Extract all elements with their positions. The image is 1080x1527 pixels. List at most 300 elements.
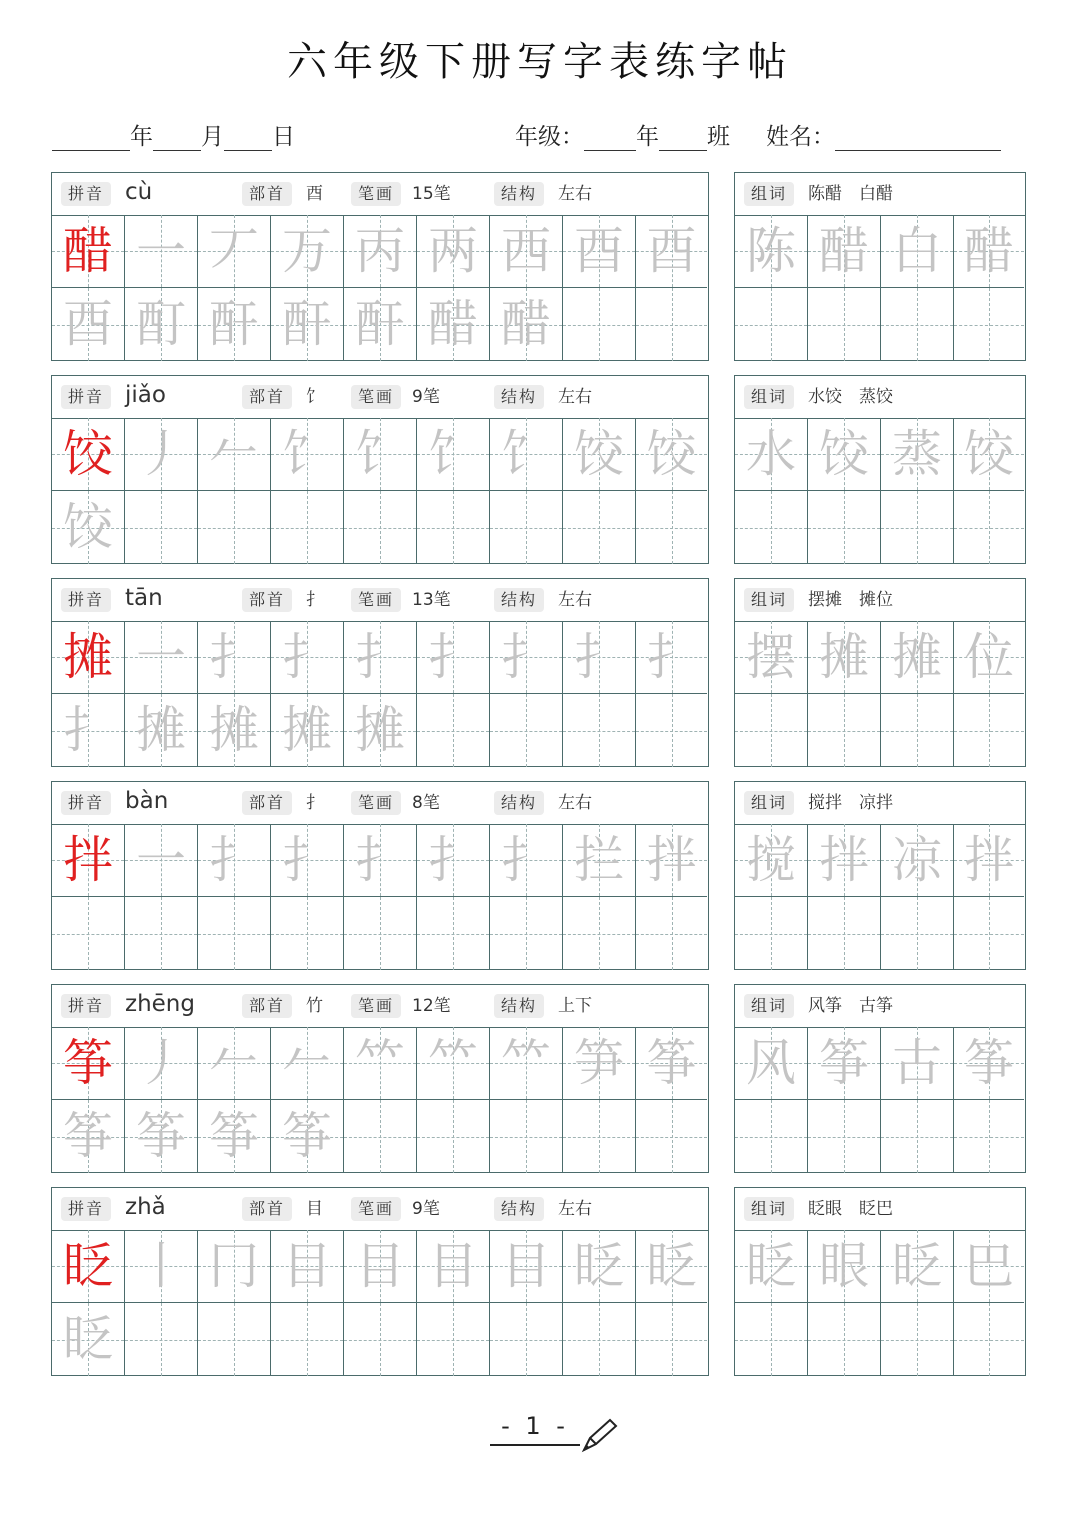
word-trace-char: 古 — [892, 1034, 942, 1092]
info-bar — [735, 579, 1025, 622]
practice-cell[interactable] — [344, 215, 417, 288]
practice-cell[interactable] — [344, 1100, 417, 1173]
trace-char: 两 — [428, 222, 478, 280]
word-cell[interactable] — [808, 621, 881, 694]
practice-cell[interactable] — [344, 288, 417, 361]
practice-cell[interactable] — [490, 1100, 563, 1173]
practice-cell[interactable] — [344, 824, 417, 897]
words-block — [734, 1187, 1026, 1376]
word-cell[interactable] — [954, 897, 1024, 970]
word-cell[interactable] — [881, 1100, 954, 1173]
word-cell[interactable] — [881, 418, 954, 491]
practice-cell[interactable] — [563, 824, 636, 897]
practice-cell[interactable] — [417, 288, 490, 361]
model-char-cell[interactable] — [52, 418, 125, 491]
class-label: 班 — [707, 124, 730, 150]
trace-char: 酉 — [63, 295, 113, 353]
practice-cell[interactable] — [636, 1230, 707, 1303]
practice-cell[interactable] — [636, 491, 707, 564]
practice-cell[interactable] — [417, 694, 490, 767]
word-cell[interactable] — [881, 1027, 954, 1100]
word-cell[interactable] — [881, 897, 954, 970]
practice-cell[interactable] — [344, 418, 417, 491]
practice-cell[interactable] — [636, 1100, 707, 1173]
trace-char: 扌 — [282, 831, 332, 889]
practice-cell[interactable] — [563, 621, 636, 694]
char-block — [51, 578, 709, 767]
pinyin-value: bàn — [125, 788, 169, 814]
model-char: 筝 — [63, 1034, 113, 1092]
word-trace-char: 搅 — [746, 831, 796, 889]
word-cell[interactable] — [881, 215, 954, 288]
char-block — [51, 781, 709, 970]
words-value: 风筝 古筝 — [808, 996, 893, 1016]
radical-value: 扌 — [306, 590, 323, 610]
trace-char: 冂 — [209, 1237, 259, 1295]
trace-char: 摊 — [209, 701, 259, 759]
class-blank[interactable] — [659, 126, 707, 151]
word-cell[interactable] — [881, 491, 954, 564]
trace-char: 丨 — [136, 1237, 186, 1295]
trace-char: 眨 — [63, 1310, 113, 1368]
words-value: 搅拌 凉拌 — [808, 793, 893, 813]
radical-tag: 部首 — [242, 791, 292, 815]
trace-char: 醋 — [501, 295, 551, 353]
practice-cell[interactable] — [125, 491, 198, 564]
practice-cell[interactable] — [125, 288, 198, 361]
practice-cell[interactable] — [490, 491, 563, 564]
practice-cell[interactable] — [125, 694, 198, 767]
pinyin-value: cù — [125, 179, 153, 205]
practice-cell[interactable] — [563, 694, 636, 767]
info-bar — [52, 579, 708, 622]
practice-cell[interactable] — [271, 491, 344, 564]
word-cell[interactable] — [954, 694, 1024, 767]
practice-cell[interactable] — [417, 418, 490, 491]
trace-char: 𠂉 — [282, 1034, 332, 1092]
words-block — [734, 781, 1026, 970]
name-blank[interactable] — [835, 126, 1001, 151]
structure-value: 左右 — [558, 1199, 592, 1219]
practice-cell[interactable] — [563, 897, 636, 970]
trace-char: 目 — [355, 1237, 405, 1295]
practice-cell[interactable] — [125, 897, 198, 970]
practice-cell[interactable] — [417, 1303, 490, 1376]
trace-char: 扌 — [428, 628, 478, 686]
trace-char: 饣 — [501, 425, 551, 483]
model-char: 摊 — [63, 628, 113, 686]
word-trace-char: 饺 — [819, 425, 869, 483]
practice-cell[interactable] — [125, 621, 198, 694]
words-tag: 组词 — [744, 588, 794, 612]
words-value: 眨眼 眨巴 — [808, 1199, 893, 1219]
trace-char: 饺 — [63, 498, 113, 556]
practice-cell[interactable] — [271, 897, 344, 970]
model-char: 眨 — [63, 1237, 113, 1295]
trace-char: 笋 — [574, 1034, 624, 1092]
structure-tag: 结构 — [494, 994, 544, 1018]
practice-cell[interactable] — [344, 1027, 417, 1100]
word-cell[interactable] — [808, 1303, 881, 1376]
structure-value: 上下 — [558, 996, 592, 1016]
info-bar — [735, 376, 1025, 419]
practice-cell[interactable] — [636, 215, 707, 288]
structure-tag: 结构 — [494, 791, 544, 815]
model-char-cell[interactable] — [52, 1230, 125, 1303]
structure-tag: 结构 — [494, 1197, 544, 1221]
practice-cell[interactable] — [125, 1303, 198, 1376]
trace-char: 拌 — [646, 831, 697, 889]
word-cell[interactable] — [954, 1303, 1024, 1376]
practice-cell[interactable] — [490, 1027, 563, 1100]
practice-cell[interactable] — [636, 288, 707, 361]
practice-cell[interactable] — [417, 491, 490, 564]
word-trace-char: 水 — [746, 425, 796, 483]
word-cell[interactable] — [808, 1230, 881, 1303]
info-bar — [735, 1188, 1025, 1231]
trace-char: 𠂉 — [209, 425, 259, 483]
practice-cell[interactable] — [417, 1027, 490, 1100]
practice-cell[interactable] — [271, 1027, 344, 1100]
model-char: 拌 — [63, 831, 113, 889]
word-cell[interactable] — [735, 1100, 808, 1173]
practice-cell[interactable] — [563, 1230, 636, 1303]
practice-cell[interactable] — [52, 694, 125, 767]
strokes-tag: 笔画 — [351, 791, 401, 815]
word-cell[interactable] — [881, 621, 954, 694]
words-tag: 组词 — [744, 385, 794, 409]
info-bar — [52, 376, 708, 419]
radical-value: 目 — [306, 1199, 323, 1219]
practice-cell[interactable] — [271, 621, 344, 694]
word-cell[interactable] — [808, 215, 881, 288]
student-field — [515, 118, 1001, 158]
word-cell[interactable] — [954, 824, 1024, 897]
trace-char: 筝 — [209, 1107, 259, 1165]
practice-cell[interactable] — [344, 694, 417, 767]
word-cell[interactable] — [808, 1100, 881, 1173]
practice-cell[interactable] — [636, 824, 707, 897]
radical-tag: 部首 — [242, 385, 292, 409]
practice-cell[interactable] — [490, 824, 563, 897]
words-block — [734, 984, 1026, 1173]
trace-char: 𥫗 — [355, 1034, 405, 1092]
practice-cell[interactable] — [198, 1027, 271, 1100]
practice-cell[interactable] — [563, 1100, 636, 1173]
grade-blank[interactable] — [584, 126, 636, 151]
practice-cell[interactable] — [125, 418, 198, 491]
trace-char: 筝 — [646, 1034, 697, 1092]
model-char-cell[interactable] — [52, 1027, 125, 1100]
word-trace-char: 陈 — [746, 222, 796, 280]
info-bar — [52, 782, 708, 825]
practice-cell[interactable] — [198, 418, 271, 491]
practice-cell[interactable] — [198, 694, 271, 767]
word-cell[interactable] — [735, 1027, 808, 1100]
model-char-cell[interactable] — [52, 621, 125, 694]
practice-cell[interactable] — [344, 1303, 417, 1376]
word-cell[interactable] — [735, 215, 808, 288]
words-tag: 组词 — [744, 791, 794, 815]
practice-cell[interactable] — [563, 288, 636, 361]
practice-cell[interactable] — [490, 621, 563, 694]
page-number: - 1 - — [490, 1412, 580, 1446]
trace-char: 扌 — [209, 831, 259, 889]
trace-char: 𠂉 — [209, 1034, 259, 1092]
practice-cell[interactable] — [125, 215, 198, 288]
info-bar — [52, 1188, 708, 1231]
word-cell[interactable] — [954, 621, 1024, 694]
trace-char: 𥫗 — [501, 1034, 551, 1092]
practice-cell[interactable] — [271, 1100, 344, 1173]
word-cell[interactable] — [735, 897, 808, 970]
strokes-value: 12笔 — [412, 996, 451, 1016]
word-trace-char: 凉 — [892, 831, 942, 889]
word-cell[interactable] — [735, 694, 808, 767]
trace-char: 醋 — [428, 295, 478, 353]
practice-cell[interactable] — [563, 1303, 636, 1376]
word-trace-char: 摆 — [746, 628, 796, 686]
word-cell[interactable] — [808, 897, 881, 970]
practice-cell[interactable] — [636, 418, 707, 491]
month-blank[interactable] — [153, 126, 201, 151]
pinyin-tag: 拼音 — [61, 1197, 111, 1221]
structure-tag: 结构 — [494, 182, 544, 206]
radical-tag: 部首 — [242, 182, 292, 206]
practice-cell[interactable] — [125, 1230, 198, 1303]
trace-char: 酐 — [282, 295, 332, 353]
word-trace-char: 眨 — [892, 1237, 942, 1295]
radical-value: 竹 — [306, 996, 323, 1016]
trace-char: 一 — [136, 222, 186, 280]
date-field — [52, 118, 295, 158]
practice-cell[interactable] — [52, 897, 125, 970]
strokes-tag: 笔画 — [351, 994, 401, 1018]
word-cell[interactable] — [954, 491, 1024, 564]
word-trace-char: 蒸 — [892, 425, 942, 483]
radical-tag: 部首 — [242, 1197, 292, 1221]
practice-cell[interactable] — [52, 288, 125, 361]
word-trace-char: 白 — [892, 222, 942, 280]
practice-cell[interactable] — [417, 897, 490, 970]
practice-cell[interactable] — [344, 1230, 417, 1303]
word-trace-char: 拌 — [819, 831, 869, 889]
practice-cell[interactable] — [344, 621, 417, 694]
day-label: 日 — [272, 124, 295, 150]
practice-cell[interactable] — [490, 1230, 563, 1303]
trace-char: 万 — [282, 222, 332, 280]
radical-tag: 部首 — [242, 994, 292, 1018]
word-trace-char: 拌 — [964, 831, 1014, 889]
char-block — [51, 172, 709, 361]
day-blank[interactable] — [224, 126, 272, 151]
practice-cell[interactable] — [198, 621, 271, 694]
word-cell[interactable] — [735, 418, 808, 491]
word-trace-char: 风 — [746, 1034, 796, 1092]
practice-cell[interactable] — [125, 1100, 198, 1173]
practice-cell[interactable] — [271, 288, 344, 361]
pen-icon — [580, 1418, 620, 1454]
grade-label: 年级： — [515, 124, 584, 150]
word-trace-char: 眨 — [746, 1237, 796, 1295]
practice-cell[interactable] — [271, 215, 344, 288]
structure-value: 左右 — [558, 793, 592, 813]
word-cell[interactable] — [954, 215, 1024, 288]
word-cell[interactable] — [735, 491, 808, 564]
year-blank[interactable] — [52, 126, 130, 151]
word-cell[interactable] — [881, 694, 954, 767]
word-cell[interactable] — [735, 288, 808, 361]
trace-char: 拦 — [574, 831, 624, 889]
word-cell[interactable] — [954, 418, 1024, 491]
practice-cell[interactable] — [636, 1303, 707, 1376]
practice-cell[interactable] — [52, 491, 125, 564]
practice-cell[interactable] — [271, 1303, 344, 1376]
trace-char: 饺 — [574, 425, 624, 483]
word-trace-char: 位 — [964, 628, 1014, 686]
practice-cell[interactable] — [490, 1303, 563, 1376]
practice-cell[interactable] — [52, 1100, 125, 1173]
radical-value: 酉 — [306, 184, 323, 204]
practice-cell[interactable] — [271, 694, 344, 767]
word-trace-char: 巴 — [964, 1237, 1014, 1295]
word-cell[interactable] — [954, 288, 1024, 361]
trace-char: 一 — [136, 628, 186, 686]
trace-char: 𥫗 — [428, 1034, 478, 1092]
radical-value: 扌 — [306, 793, 323, 813]
structure-value: 左右 — [558, 590, 592, 610]
strokes-value: 13笔 — [412, 590, 451, 610]
words-tag: 组词 — [744, 182, 794, 206]
word-cell[interactable] — [881, 1230, 954, 1303]
trace-char: 饣 — [355, 425, 405, 483]
words-value: 摆摊 摊位 — [808, 590, 893, 610]
practice-cell[interactable] — [52, 1303, 125, 1376]
practice-cell[interactable] — [490, 215, 563, 288]
practice-cell[interactable] — [198, 824, 271, 897]
word-trace-char: 醋 — [819, 222, 869, 280]
trace-char: 扌 — [574, 628, 624, 686]
practice-cell[interactable] — [490, 897, 563, 970]
practice-cell[interactable] — [417, 1100, 490, 1173]
trace-char: 筝 — [136, 1107, 186, 1165]
practice-cell[interactable] — [417, 621, 490, 694]
practice-cell[interactable] — [198, 215, 271, 288]
practice-cell[interactable] — [417, 1230, 490, 1303]
practice-cell[interactable] — [198, 1303, 271, 1376]
char-block — [51, 375, 709, 564]
practice-cell[interactable] — [563, 215, 636, 288]
trace-char: 目 — [428, 1237, 478, 1295]
trace-char: 眨 — [646, 1237, 697, 1295]
word-cell[interactable] — [881, 1303, 954, 1376]
practice-cell[interactable] — [198, 1100, 271, 1173]
year-label: 年 — [130, 124, 153, 150]
trace-char: 西 — [501, 222, 551, 280]
trace-char: 丿 — [136, 425, 186, 483]
trace-char: 饺 — [646, 425, 697, 483]
word-cell[interactable] — [735, 621, 808, 694]
practice-cell[interactable] — [490, 418, 563, 491]
structure-tag: 结构 — [494, 588, 544, 612]
practice-cell[interactable] — [198, 897, 271, 970]
trace-char: 筝 — [282, 1107, 332, 1165]
char-block — [51, 984, 709, 1173]
word-trace-char: 筝 — [819, 1034, 869, 1092]
practice-cell[interactable] — [490, 288, 563, 361]
practice-cell[interactable] — [417, 824, 490, 897]
practice-cell[interactable] — [198, 1230, 271, 1303]
practice-cell[interactable] — [271, 1230, 344, 1303]
practice-cell[interactable] — [490, 694, 563, 767]
word-cell[interactable] — [808, 288, 881, 361]
word-cell[interactable] — [881, 288, 954, 361]
model-char-cell[interactable] — [52, 215, 125, 288]
practice-cell[interactable] — [417, 215, 490, 288]
word-trace-char: 饺 — [964, 425, 1014, 483]
model-char-cell[interactable] — [52, 824, 125, 897]
pinyin-value: tān — [125, 585, 163, 611]
word-cell[interactable] — [808, 824, 881, 897]
practice-cell[interactable] — [636, 897, 707, 970]
practice-cell[interactable] — [125, 1027, 198, 1100]
word-cell[interactable] — [954, 1027, 1024, 1100]
name-label: 姓名： — [766, 124, 835, 150]
practice-cell[interactable] — [344, 897, 417, 970]
trace-char: 扌 — [646, 628, 697, 686]
word-cell[interactable] — [808, 1027, 881, 1100]
practice-cell[interactable] — [636, 1027, 707, 1100]
word-cell[interactable] — [735, 824, 808, 897]
words-block — [734, 172, 1026, 361]
word-cell[interactable] — [735, 1303, 808, 1376]
practice-cell[interactable] — [563, 491, 636, 564]
month-label: 月 — [201, 124, 224, 150]
trace-char: 饣 — [282, 425, 332, 483]
trace-char: 一 — [136, 831, 186, 889]
word-cell[interactable] — [954, 1230, 1024, 1303]
word-cell[interactable] — [954, 1100, 1024, 1173]
words-value: 水饺 蒸饺 — [808, 387, 893, 407]
trace-char: 酐 — [209, 295, 259, 353]
practice-cell[interactable] — [563, 1027, 636, 1100]
word-cell[interactable] — [808, 491, 881, 564]
practice-cell[interactable] — [271, 418, 344, 491]
practice-cell[interactable] — [636, 694, 707, 767]
pinyin-tag: 拼音 — [61, 588, 111, 612]
practice-cell[interactable] — [198, 491, 271, 564]
model-char: 醋 — [63, 222, 113, 280]
trace-char: 丿 — [136, 1034, 186, 1092]
word-cell[interactable] — [808, 694, 881, 767]
practice-cell[interactable] — [344, 491, 417, 564]
practice-cell[interactable] — [125, 824, 198, 897]
strokes-value: 8笔 — [412, 793, 440, 813]
word-cell[interactable] — [881, 824, 954, 897]
practice-cell[interactable] — [198, 288, 271, 361]
strokes-tag: 笔画 — [351, 588, 401, 612]
trace-char: 摊 — [282, 701, 332, 759]
practice-cell[interactable] — [563, 418, 636, 491]
practice-cell[interactable] — [636, 621, 707, 694]
word-cell[interactable] — [808, 418, 881, 491]
page-title: 六年级下册写字表练字帖 — [287, 39, 793, 85]
trace-char: 酐 — [355, 295, 405, 353]
trace-char: 扌 — [501, 628, 551, 686]
practice-cell[interactable] — [271, 824, 344, 897]
word-cell[interactable] — [735, 1230, 808, 1303]
grade-year-label: 年 — [636, 124, 659, 150]
